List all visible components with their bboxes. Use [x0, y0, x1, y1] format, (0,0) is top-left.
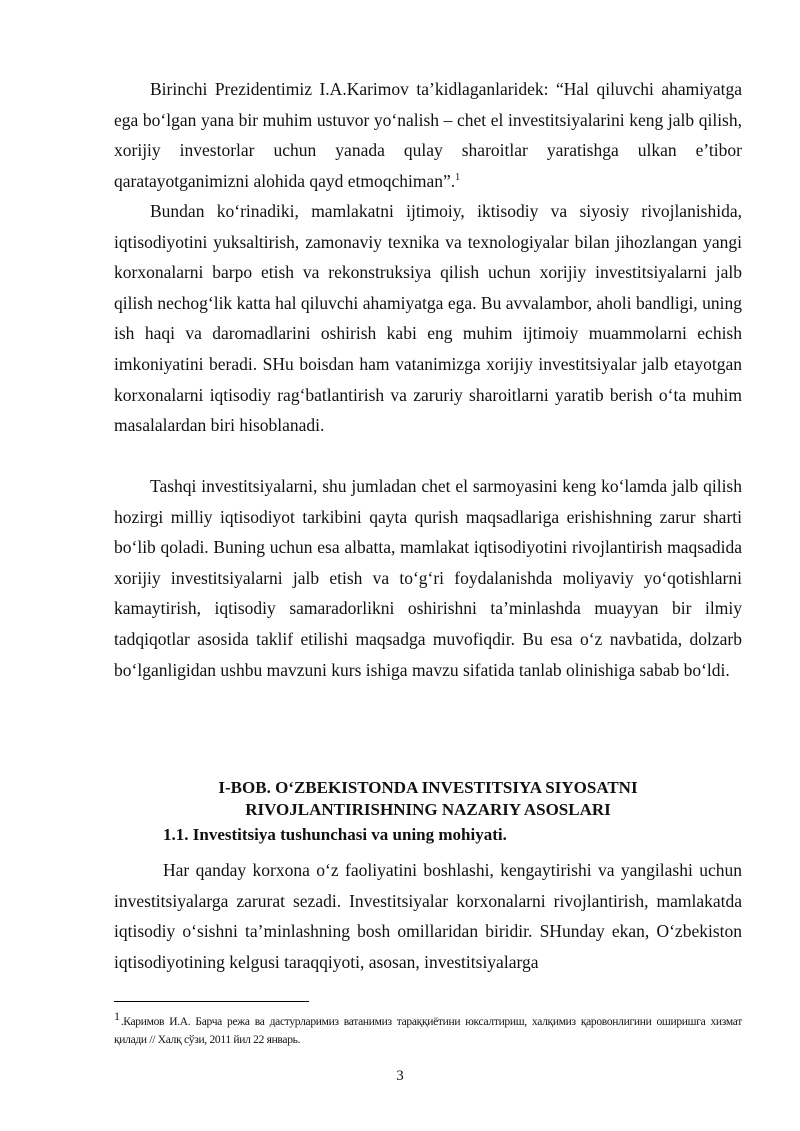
- body-paragraph-3: Tashqi investitsiyalarni, shu jumladan chet el sarmoyasini keng ko‘lamda jalb qilish hozirgi milliy iqtisodiyot tarkibini qayta qurish maqsadlariga erishishning zarur sharti bo‘lib qoladi. Buning uchun esa albatta, mamlakat iqtisodiyotini rivojlantirish maqsadida xorijiy investitsiyalarni jalb etish va to‘g‘ri foydalanishda moliyaviy yo‘qotishlarni kamaytirish, iqtisodiy samaradorlikni oshirishni ta’minlashda muayyan bir ilmiy tadqiqotlar asosida taklif etilishi maqsadga muvofiqdir. Bu esa o‘z navbatida, dolzarb bo‘lganligidan ushbu mavzuni kurs ishiga mavzu sifatida tanlab olinishiga sabab bo‘ldi.: [114, 476, 742, 680]
- paragraph-text: Birinchi Prezidentimiz I.A.Karimov ta’kidlaganlaridek: “Hal qiluvchi ahamiyatga ega bo‘lgan yana bir muhim ustuvor yo‘nalish – chet el investitsiyalarini keng jalb qilish, xorijiy investorlar uchun yanada qulay sharoitlar yaratishga ulkan e’tibor qaratayotganimizni alohida qayd etmoqchiman”.: [114, 79, 742, 191]
- footnote-separator: [114, 1001, 309, 1002]
- section-heading: 1.1. Investitsiya tushunchasi va uning mohiyati.: [163, 825, 507, 844]
- body-paragraph-2: Bundan ko‘rinadiki, mamlakatni ijtimoiy, iktisodiy va siyosiy rivojlanishida, iqtisodiyotini yuksaltirish, zamonaviy texnika va texnologiyalar bilan jihozlangan yangi korxonalarni barpo etish va rekonstruksiya qilish uchun xorijiy investitsiyalarni jalb qilish nechog‘lik katta hal qiluvchi ahamiyatga ega. Bu avvalambor, aholi bandligi, uning ish haqi va daromadlarini oshirish kabi eng muhim ijtimoiy muammolarni echish imkoniyatini beradi. SHu boisdan ham vatanimizga xorijiy investitsiyalar jalb etayotgan korxonalarni iqtisodiy rag‘batlantirish va zaruriy sharoitlarni yaratib berish o‘ta muhim masalalardan biri hisoblanadi.: [114, 201, 742, 436]
- body-paragraph-1: [114, 74, 742, 196]
- footnote-text: .Каримов И.А. Барча режа ва дастурларимиз ватанимиз тараққиётини юксалтириш, халқимиз қаровонлигини оширишга хизмат қилади // Халқ сўзи, 2011 йил 22 январь.: [114, 1016, 742, 1046]
- page-number: 3: [396, 1068, 404, 1084]
- footnote-mark: 1: [114, 1009, 120, 1023]
- footnote-reference[interactable]: 1: [455, 171, 461, 183]
- chapter-title-line-2: RIVOJLANTIRISHNING NAZARIY ASOSLARI: [245, 800, 611, 819]
- section-body-paragraph: Har qanday korxona o‘z faoliyatini boshlashi, kengaytirishi va yangilashi uchun investitsiyalarga zarurat sezadi. Investitsiyalar korxonalarni rivojlantirish, mamlakatda iqtisodiy o‘sishni ta’minlashning bosh omillaridan biridir. SHunday ekan, O‘zbekiston iqtisodiyotining kelgusi taraqqiyoti, asosan, investitsiyalarga: [114, 860, 742, 972]
- footnote: [114, 1009, 742, 1049]
- chapter-title-line-1: I-BOB. O‘ZBEKISTONDA INVESTITSIYA SIYOSATNI: [218, 778, 638, 797]
